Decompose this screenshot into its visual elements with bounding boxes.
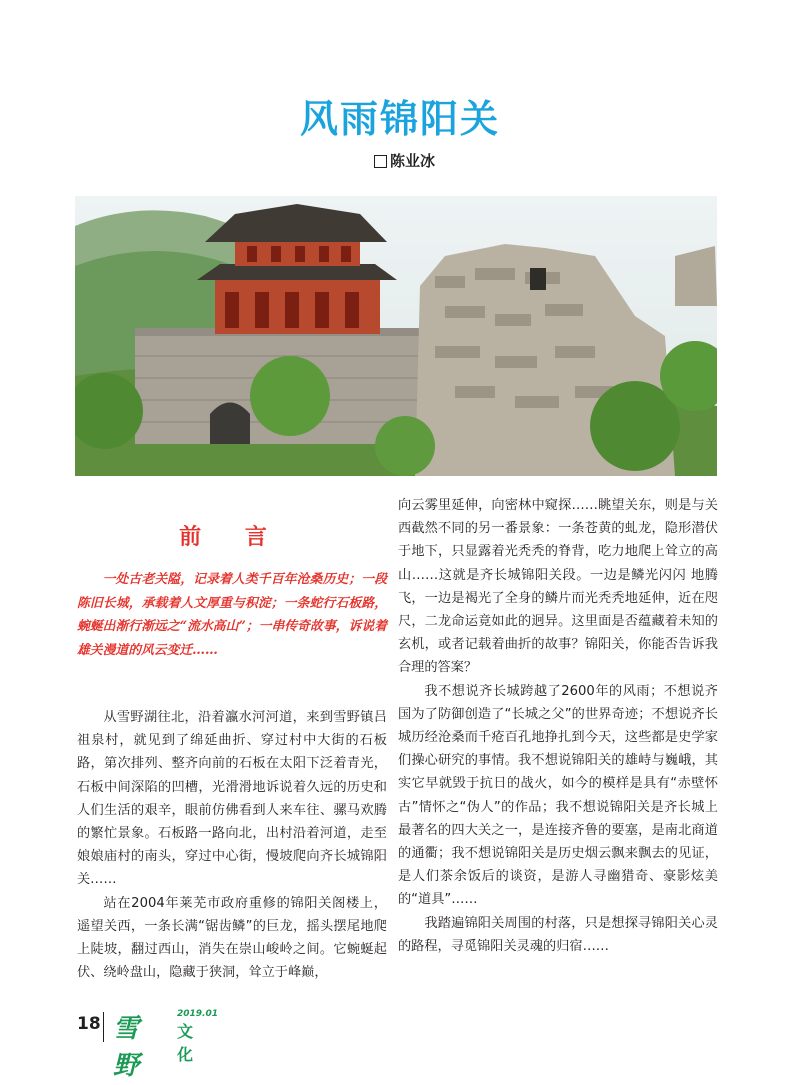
body-column-right xyxy=(398,494,718,958)
body-paragraph: 我踏遍锦阳关周围的村落，只是想探寻锦阳关心灵的路程，寻觅锦阳关灵魂的归宿…… xyxy=(398,915,718,954)
great-wall-pass-illustration xyxy=(75,196,717,476)
body-column-left xyxy=(77,706,387,984)
magazine-logo-suffix: 文化 xyxy=(177,1022,194,1064)
section-heading: 前 言 xyxy=(179,525,285,550)
body-paragraph: 我不想说齐长城跨越了2600年的风雨；不想说齐国为了防御创造了“长城之父”的世界奇迹；不想说齐长城历经沧桑而千疮百孔地挣扎到今天，这些都是史学家们操心研究的事情。我不想说锦阳关的雄峙与巍峨，其实它早就毁于抗日的战火，如今的模样是具有“赤壁怀古”情怀之“伪人”的作品；我不想说锦阳关是齐长城上最著名的四大关之一，是连接齐鲁的要塞，是南北商道的通衢；我不想说锦阳关是历史烟云飘来飘去的见证，是人们茶余饭后的谈资，是游人寻幽猎奇、豪影炫美的“道具”…… xyxy=(398,683,718,908)
author-byline xyxy=(374,150,435,171)
section-intro xyxy=(77,568,387,662)
body-paragraph: 站在2004年莱芜市政府重修的锦阳关阁楼上，遥望关西，一条长满“锯齿鳞”的巨龙，摇头摆尾地爬上陡坡，翻过西山，消失在崇山峻岭之间。它蜿蜒起伏、绕岭盘山，隐藏于狭洞，耸立于峰巅， xyxy=(77,895,387,981)
body-paragraph: 向云雾里延伸，向密林中窥探……眺望关东，则是与关西截然不同的另一番景象：一条苍黄的虬龙，隐形潜伏于地下，只显露着光秃秃的脊背，吃力地爬上耸立的高山……这就是齐长城锦阳关段。一边是鳞光闪闪 地腾飞，一边是褐光了全身的鳞片而光秃秃地延伸，近在咫尺，二龙命运竟如此的迥异。这里面是否蕴藏着未知的玄机，或者记载着曲折的故事？锦阳关，你能否告诉我合理的答案？ xyxy=(398,498,718,676)
footer-divider xyxy=(103,1012,104,1042)
header-photo xyxy=(75,196,717,476)
body-paragraph: 从雪野湖往北，沿着瀛水河河道，来到雪野镇吕祖泉村，就见到了绵延曲折、穿过村中大街的石板路，第次排列、整齐向前的石板在太阳下泛着青光，石板中间深陷的凹槽，光滑滑地诉说着久远的历史和人们生活的艰辛，眼前仿佛看到人来车往、骡马欢腾的繁忙景象。石板路一路向北，出村沿着河道，走至娘娘庙村的南头，穿过中心街，慢坡爬向齐长城锦阳关…… xyxy=(77,710,387,888)
magazine-logo: 雪野 xyxy=(113,1014,141,1081)
page-number: 18 xyxy=(77,1014,101,1034)
author-name: 陈业冰 xyxy=(390,152,436,170)
issue-number: 2019.01 xyxy=(177,1009,218,1019)
byline-box-icon xyxy=(374,155,387,168)
intro-paragraph: 一处古老关隘，记录着人类千百年沧桑历史；一段陈旧长城，承载着人文厚重与积淀；一条蛇行石板路，蜿蜒出渐行渐远之“流水高山”；一串传奇故事，诉说着雄关漫道的风云变迁…… xyxy=(77,572,387,658)
article-title: 风雨锦阳关 xyxy=(299,97,500,141)
